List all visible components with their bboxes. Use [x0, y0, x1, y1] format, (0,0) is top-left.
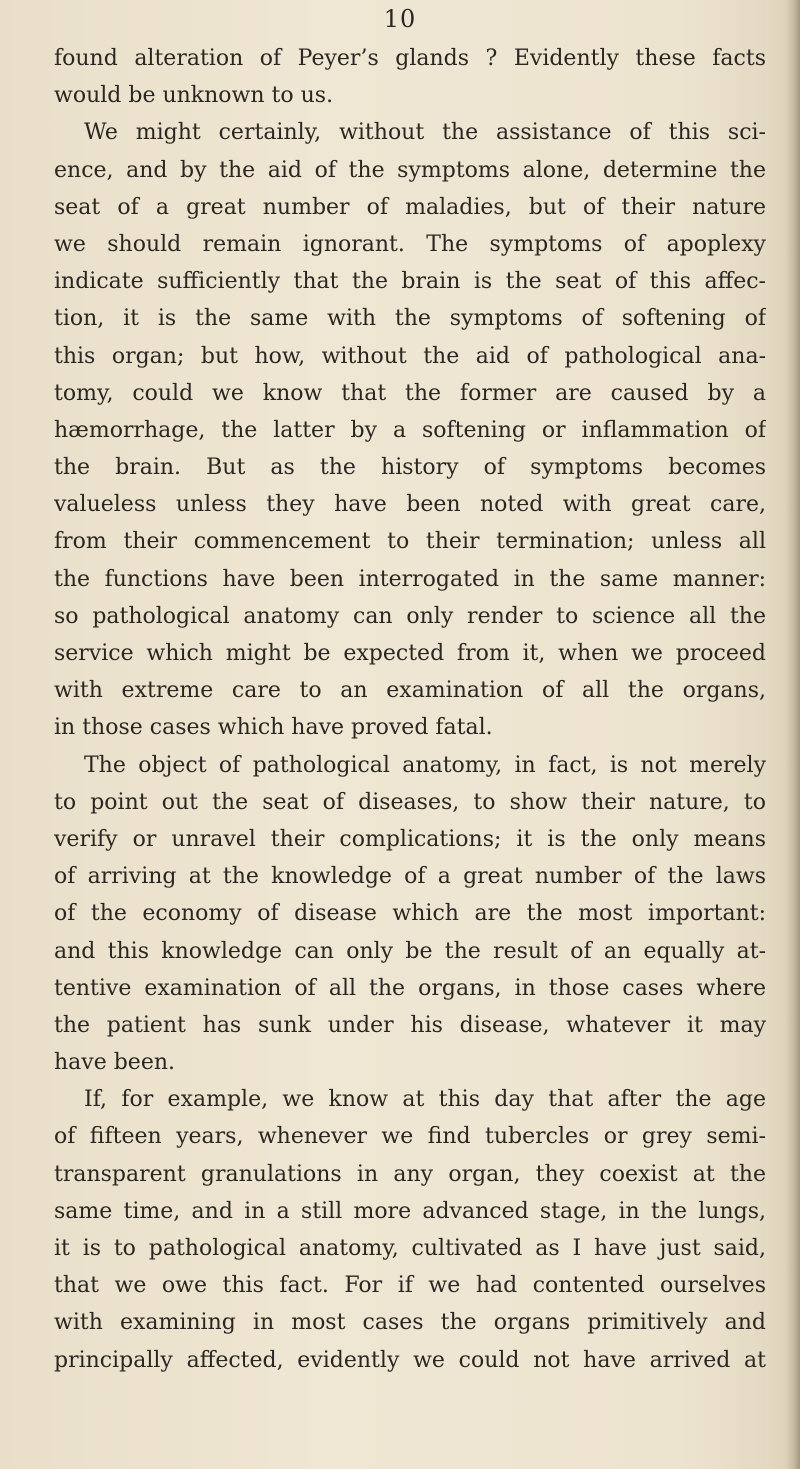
- text-line: tentive examination of all the organs, in those cases where: [54, 975, 766, 1001]
- text-line: We might certainly, without the assistance of this sci-: [84, 120, 766, 146]
- text-line: it is to pathological anatomy, cultivated as I have just said,: [54, 1236, 766, 1261]
- text-line: seat of a great number of maladies, but of their nature: [54, 194, 766, 220]
- text-line: from their commencement to their termination; unless all: [54, 529, 766, 555]
- text-line: ence, and by the aid of the symptoms alone, determine the: [54, 157, 766, 183]
- text-line: The object of pathological anatomy, in fact, is not merely: [84, 752, 766, 778]
- text-line: valueless unless they have been noted with great care,: [54, 492, 766, 518]
- text-line: with examining in most cases the organs primitively and: [54, 1310, 766, 1336]
- text-line: transparent granulations in any organ, they coexist at the: [54, 1161, 766, 1187]
- text-line: service which might be expected from it, when we proceed: [54, 641, 766, 666]
- text-line: tion, it is the same with the symptoms of softening of: [54, 306, 766, 332]
- page-edge-shadow: [786, 0, 800, 1469]
- text-line: the patient has sunk under his disease, whatever it may: [54, 1012, 766, 1038]
- text-line: indicate sufficiently that the brain is the seat of this affec-: [54, 269, 766, 295]
- text-line: and this knowledge can only be the result of an equally at-: [54, 938, 766, 964]
- text-line: would be unknown to us.: [54, 83, 334, 109]
- body-text: [54, 40, 766, 1379]
- text-line: of fifteen years, whenever we find tubercles or grey semi-: [54, 1124, 766, 1150]
- page-number: 10: [383, 5, 417, 33]
- text-line: hæmorrhage, the latter by a softening or inflammation of: [54, 417, 766, 443]
- text-line: same time, and in a still more advanced stage, in the lungs,: [54, 1198, 766, 1224]
- text-line: of arriving at the knowledge of a great number of the laws: [54, 864, 766, 890]
- text-line: that we owe this fact. For if we had contented ourselves: [54, 1273, 766, 1299]
- text-line: the brain. But as the history of symptoms becomes: [54, 455, 766, 481]
- text-line: this organ; but how, without the aid of pathological ana-: [54, 343, 766, 369]
- text-line: in those cases which have proved fatal.: [54, 715, 493, 741]
- text-line: so pathological anatomy can only render to science all the: [54, 603, 766, 629]
- text-line: of the economy of disease which are the most important:: [54, 901, 766, 927]
- text-line: have been.: [54, 1050, 176, 1076]
- text-line: the functions have been interrogated in the same manner:: [54, 566, 766, 592]
- text-line: verify or unravel their complications; it is the only means: [54, 826, 766, 852]
- text-line: found alteration of Peyer’s glands ? Evidently these facts: [54, 46, 766, 71]
- text-line: with extreme care to an examination of all the organs,: [54, 678, 766, 704]
- text-line: tomy, could we know that the former are caused by a: [54, 380, 766, 406]
- text-line: we should remain ignorant. The symptoms of apoplexy: [54, 231, 766, 257]
- text-line: If, for example, we know at this day that after the age: [84, 1087, 766, 1113]
- text-line: to point out the seat of diseases, to show their nature, to: [54, 789, 766, 815]
- text-line: principally affected, evidently we could not have arrived at: [54, 1347, 766, 1373]
